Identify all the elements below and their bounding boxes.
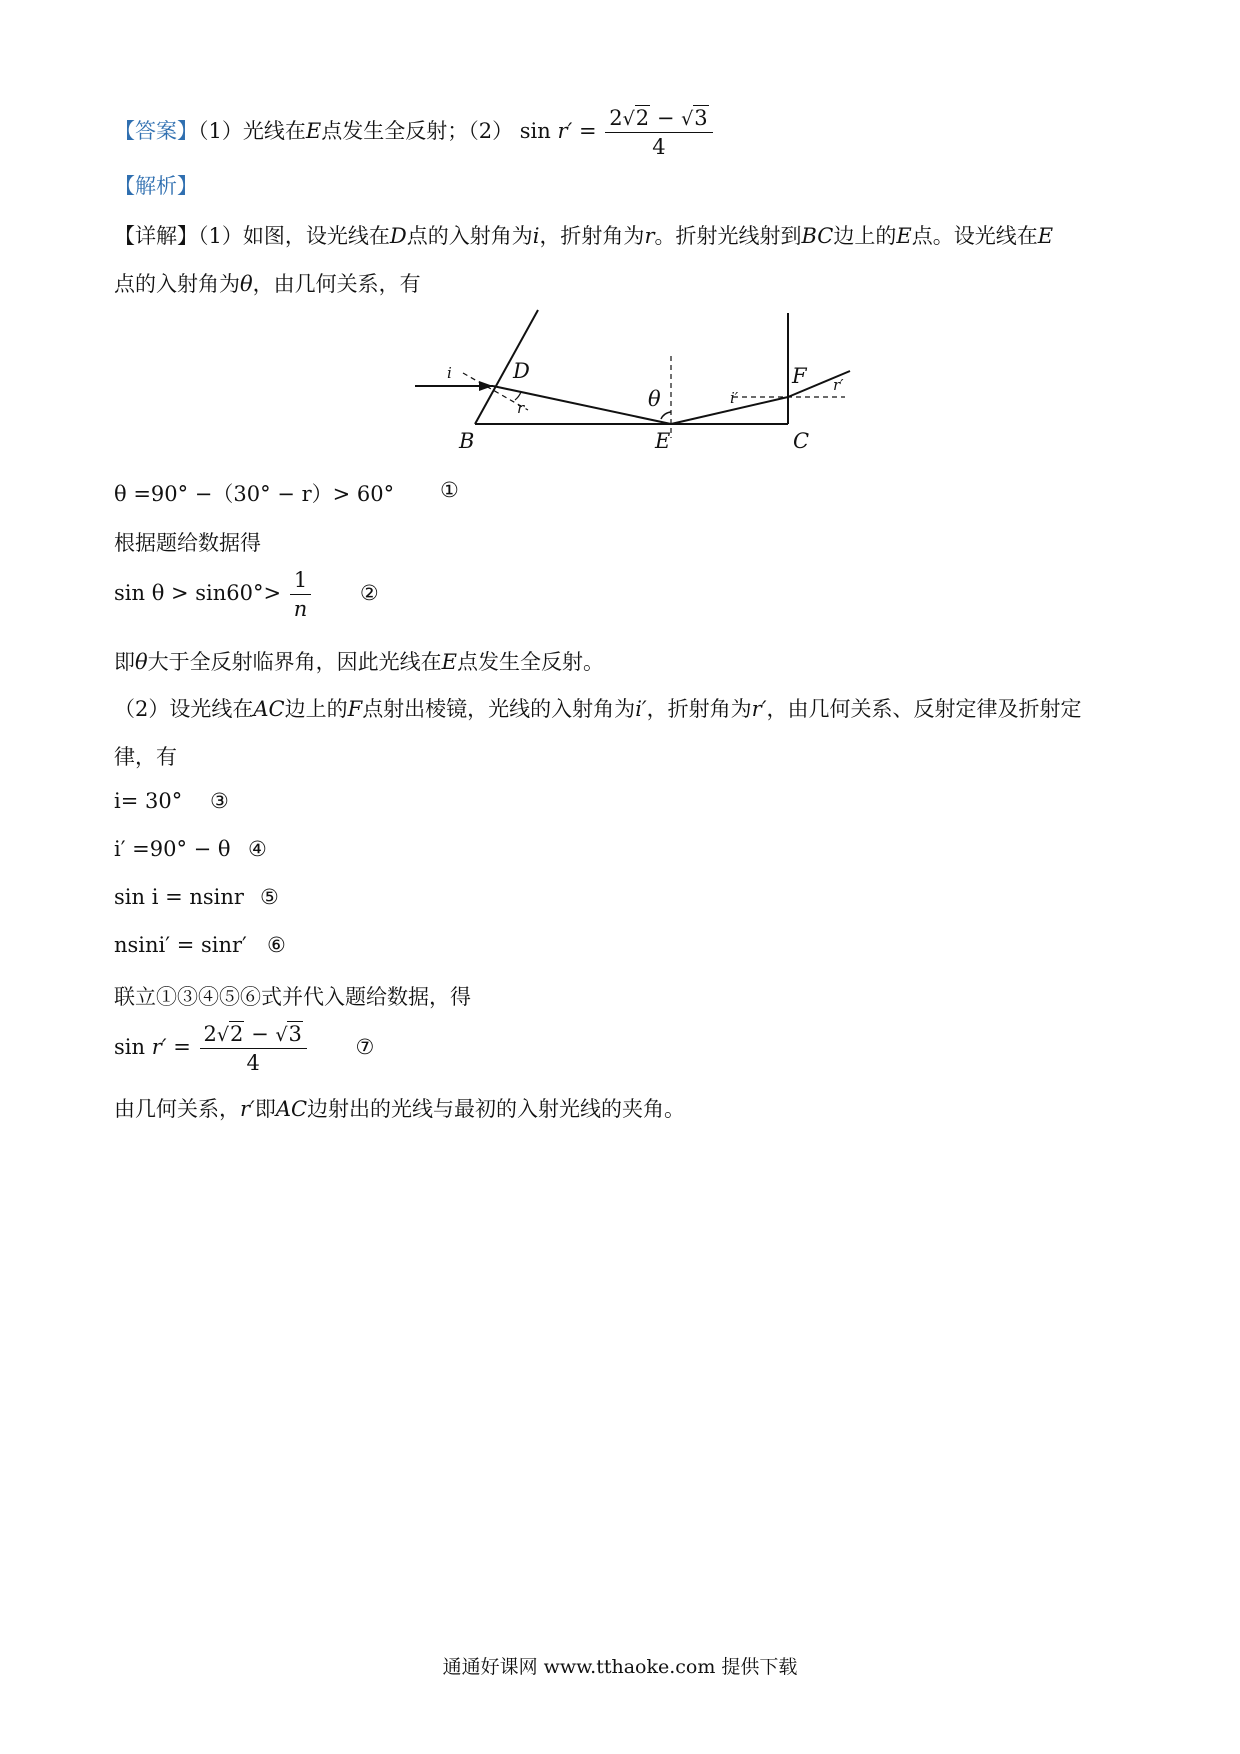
part2-text: 边上的 — [284, 697, 348, 721]
conclusion-text: 大于全反射临界角，因此光线在 — [147, 650, 442, 674]
detail-var-r: r — [644, 224, 655, 248]
page-footer: 通通好课网 www.tthaoke.com 提供下载 — [442, 1656, 798, 1678]
detail-text: ，由几何关系，有 — [252, 272, 421, 296]
fraction-num: 1 — [290, 568, 311, 595]
conclusion-theta: θ — [135, 650, 148, 674]
label-i-prime: i′ — [730, 389, 739, 407]
eq7-eq: = — [173, 1035, 191, 1059]
equation-marker: ① — [440, 478, 459, 502]
detail-text: 点的入射角为 — [406, 224, 533, 248]
detail-text: ，折射角为 — [539, 224, 645, 248]
eq7-num-2: 2 — [203, 1022, 217, 1046]
eq7-minus: − — [251, 1022, 269, 1046]
equation-marker: ⑥ — [267, 933, 286, 957]
equation-6 — [114, 933, 286, 957]
answer-eq: = — [579, 119, 597, 143]
analysis-tag: 【解析】 — [114, 174, 198, 198]
final-text: 边射出的光线与最初的入射光线的夹角。 — [307, 1097, 686, 1121]
final-text: 即 — [254, 1097, 276, 1121]
part2-line-2: 律，有 — [114, 745, 177, 769]
equation-7 — [114, 1022, 374, 1075]
part2-text: ，折射角为 — [646, 697, 752, 721]
detail-point-e: E — [1037, 224, 1054, 248]
detail-var-i: i — [532, 224, 540, 248]
final-text: 由几何关系， — [114, 1097, 240, 1121]
detail-text: 点。设光线在 — [911, 224, 1038, 248]
answer-part1b: 点发生全反射；（2） — [321, 119, 514, 143]
answer-rad-2: 2 — [635, 106, 650, 130]
conclusion-text: 点发生全反射。 — [457, 650, 604, 674]
prism-diagram — [415, 308, 865, 458]
detail-side-bc: BC — [801, 224, 834, 248]
equation-text: sin θ > sin60°> — [114, 581, 282, 605]
detail-line-2 — [114, 268, 421, 298]
label-f: F — [792, 364, 807, 388]
eq7-rad-3: 3 — [288, 1022, 302, 1046]
equation-marker: ④ — [248, 837, 267, 861]
part2-text: 点射出棱镜，光线的入射角为 — [362, 697, 636, 721]
answer-sin: sin — [519, 119, 551, 143]
sqrt-icon: √ — [681, 108, 694, 130]
sqrt-icon: √ — [216, 1024, 229, 1046]
detail-point-d: D — [389, 224, 407, 248]
answer-fraction — [605, 106, 712, 159]
part2-text: ，由几何关系、反射定律及折射定 — [766, 697, 1082, 721]
answer-part1: （1）光线在 — [198, 119, 306, 143]
answer-minus: − — [656, 106, 675, 130]
equation-text: sin i = nsinr — [114, 885, 244, 909]
eq7-r-prime: r′ — [151, 1035, 167, 1059]
detail-text: 。折射光线射到 — [654, 224, 802, 248]
label-i: i — [447, 364, 452, 382]
part2-point-f: F — [347, 697, 363, 721]
equation-4 — [114, 837, 267, 861]
final-line — [114, 1093, 685, 1123]
combine-line: 联立①③④⑤⑥式并代入题给数据，得 — [114, 985, 471, 1009]
detail-point-e: E — [896, 224, 912, 248]
sqrt-icon: √ — [275, 1024, 288, 1046]
answer-den: 4 — [652, 135, 666, 159]
eq7-den: 4 — [246, 1051, 260, 1075]
answer-formula — [519, 106, 715, 159]
equation-5 — [114, 885, 279, 909]
part2-side-ac: AC — [253, 697, 285, 721]
equation-marker: ③ — [210, 789, 229, 813]
equation-text: i= 30° — [114, 789, 183, 813]
equation-marker: ⑦ — [355, 1035, 375, 1059]
answer-num-2: 2 — [609, 106, 623, 130]
eq7-sin: sin — [114, 1035, 146, 1059]
label-b: B — [459, 429, 475, 453]
part2-line-1 — [114, 693, 1081, 723]
equation-text: nsini′ = sinr′ — [114, 933, 247, 957]
data-line: 根据题给数据得 — [114, 531, 261, 555]
answer-tag: 【答案】 — [114, 119, 198, 143]
equation-2 — [114, 568, 379, 621]
label-d: D — [513, 359, 530, 383]
part2-r-prime: r′ — [751, 697, 767, 721]
label-r-prime: r′ — [833, 376, 844, 394]
detail-var-theta: θ — [240, 272, 253, 296]
answer-line — [114, 106, 715, 159]
answer-point-e: E — [305, 119, 322, 143]
theta-arc — [661, 412, 671, 419]
equation-marker: ⑤ — [260, 885, 279, 909]
label-c: C — [793, 429, 810, 453]
eq7-fraction — [200, 1022, 307, 1075]
sqrt-icon: √ — [622, 108, 635, 130]
answer-rad-3: 3 — [694, 106, 708, 130]
equation-1 — [114, 478, 459, 508]
conclusion-1 — [114, 646, 604, 676]
detail-text: 边上的 — [833, 224, 897, 248]
detail-text: （1）如图，设光线在 — [198, 224, 390, 248]
fraction-den: n — [293, 597, 308, 621]
label-e: E — [655, 429, 671, 453]
equation-fraction — [290, 568, 311, 621]
part2-i-prime: i′ — [635, 697, 647, 721]
detail-text: 点的入射角为 — [114, 272, 240, 296]
equation-marker: ② — [359, 581, 379, 605]
equation-text: θ =90° −（30° − r）> 60° — [114, 482, 395, 506]
equation-text: i′ =90° − θ — [114, 837, 231, 861]
detail-tag: 【详解】 — [114, 224, 198, 248]
conclusion-point-e: E — [441, 650, 457, 674]
part2-text: （2）设光线在 — [114, 697, 254, 721]
equation-3 — [114, 789, 229, 813]
detail-line-1 — [114, 220, 1053, 250]
arrow-icon — [479, 381, 493, 391]
conclusion-text: 即 — [114, 650, 135, 674]
label-theta: θ — [648, 387, 661, 411]
final-r-prime: r′ — [240, 1097, 255, 1121]
eq7-rad-2: 2 — [230, 1022, 244, 1046]
answer-r-prime: r′ — [557, 119, 573, 143]
label-r: r — [517, 399, 525, 417]
final-side-ac: AC — [275, 1097, 308, 1121]
